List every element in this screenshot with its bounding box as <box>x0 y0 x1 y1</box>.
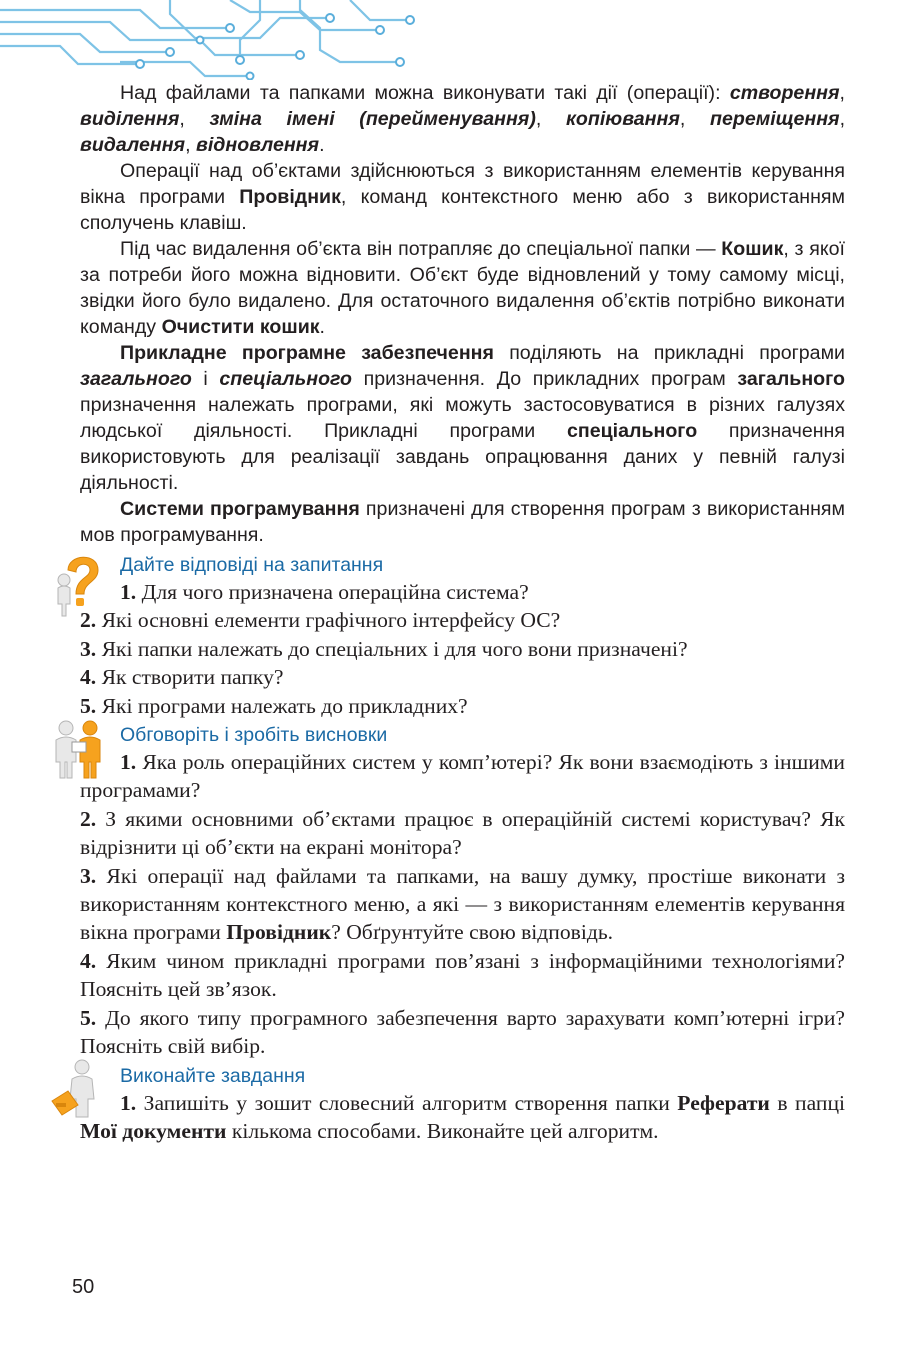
task-item: 1. Запишіть у зошит словесний алгоритм створення папки Реферати в папці Мої документи кількома способами. Виконайте цей алгоритм. <box>80 1090 846 1143</box>
paragraph-explorer: Операції над об’єктами здійснюються з використанням елементів керування вікна програми Провідник, команд контекстного меню або з використанням сполучень клавіш. <box>80 160 845 234</box>
discussion-item: 4. Яким чином прикладні програми пов’язані з інформаційними технологіями? Поясніть цей зв’язок. <box>80 948 845 1002</box>
question-item: 2. Які основні елементи графічного інтерфейсу ОС? <box>80 608 561 633</box>
question-item: 3. Які папки належать до спеціальних і для чого вони призначені? <box>80 636 688 661</box>
answer-questions-section <box>80 552 845 720</box>
section-title-answer: Дайте відповіді на запитання <box>120 554 384 576</box>
paragraph-application-software: Прикладне програмне забезпечення поділяють на прикладні програми загального і спеціального призначення. До прикладних програм загального призначення належать програми, які можуть застосовуватися в різних галузях людської діяльності. Прикладні програми спеціального призначення використовують для реалізації завдань опрацювання даних у певній галузі діяльності. <box>80 342 846 494</box>
discussion-item: 5. До якого типу програмного забезпечення варто зарахувати комп’ютерні ігри? Поясніть свій вибір. <box>80 1005 845 1059</box>
discussion-item: 2. З якими основними об’єктами працює в операційній системі користувач? Як відрізнити ці об’єкти на екрані монітора? <box>80 806 845 860</box>
question-mark-person-icon <box>50 546 106 618</box>
discussion-item: 1. Яка роль операційних систем у комп’ютері? Як вони взаємодіють з іншими програмами? <box>80 750 845 803</box>
questions-list <box>80 578 845 720</box>
task-section <box>80 1063 845 1146</box>
question-item: 4. Як створити папку? <box>80 665 284 690</box>
circuit-board-decoration <box>0 0 420 80</box>
discuss-section <box>80 722 845 1060</box>
person-with-tool-icon <box>48 1057 108 1121</box>
question-item: 1. Для чого призначена операційна система? <box>120 580 529 604</box>
section-title-discuss: Обговоріть і зробіть висновки <box>120 724 388 747</box>
discussion-item: 3. Які операції над файлами та папками, на вашу думку, простіше виконати з використанням контекстного меню, а які — з використанням елементів керування вікна програми Провідник? Обґрунтуйте свою відповідь. <box>80 863 845 945</box>
intro-text <box>80 80 845 548</box>
paragraph-operations: Над файлами та папками можна виконувати такі дії (операції): створення, виділення, зміна імені (перейменування), копіювання, переміщення, видалення, відновлення. <box>80 82 846 156</box>
discussion-list <box>80 748 845 1060</box>
question-item: 5. Які програми належать до прикладних? <box>80 693 468 718</box>
paragraph-recycle-bin: Під час видалення об’єкта він потрапляє до спеціальної папки — Кошик, з якої за потреби його можна відновити. Об’єкт буде відновлений у тому самому місці, звідки його було видалено. Для остаточного видалення об’єктів потрібно виконати команду Очистити кошик. <box>80 238 845 338</box>
task-list <box>80 1089 845 1146</box>
discussing-people-icon <box>50 718 110 780</box>
page-number: 50 <box>72 1276 95 1298</box>
paragraph-programming-systems: Системи програмування призначені для створення програм з використанням мов програмування. <box>80 498 846 546</box>
section-title-task: Виконайте завдання <box>120 1064 306 1087</box>
